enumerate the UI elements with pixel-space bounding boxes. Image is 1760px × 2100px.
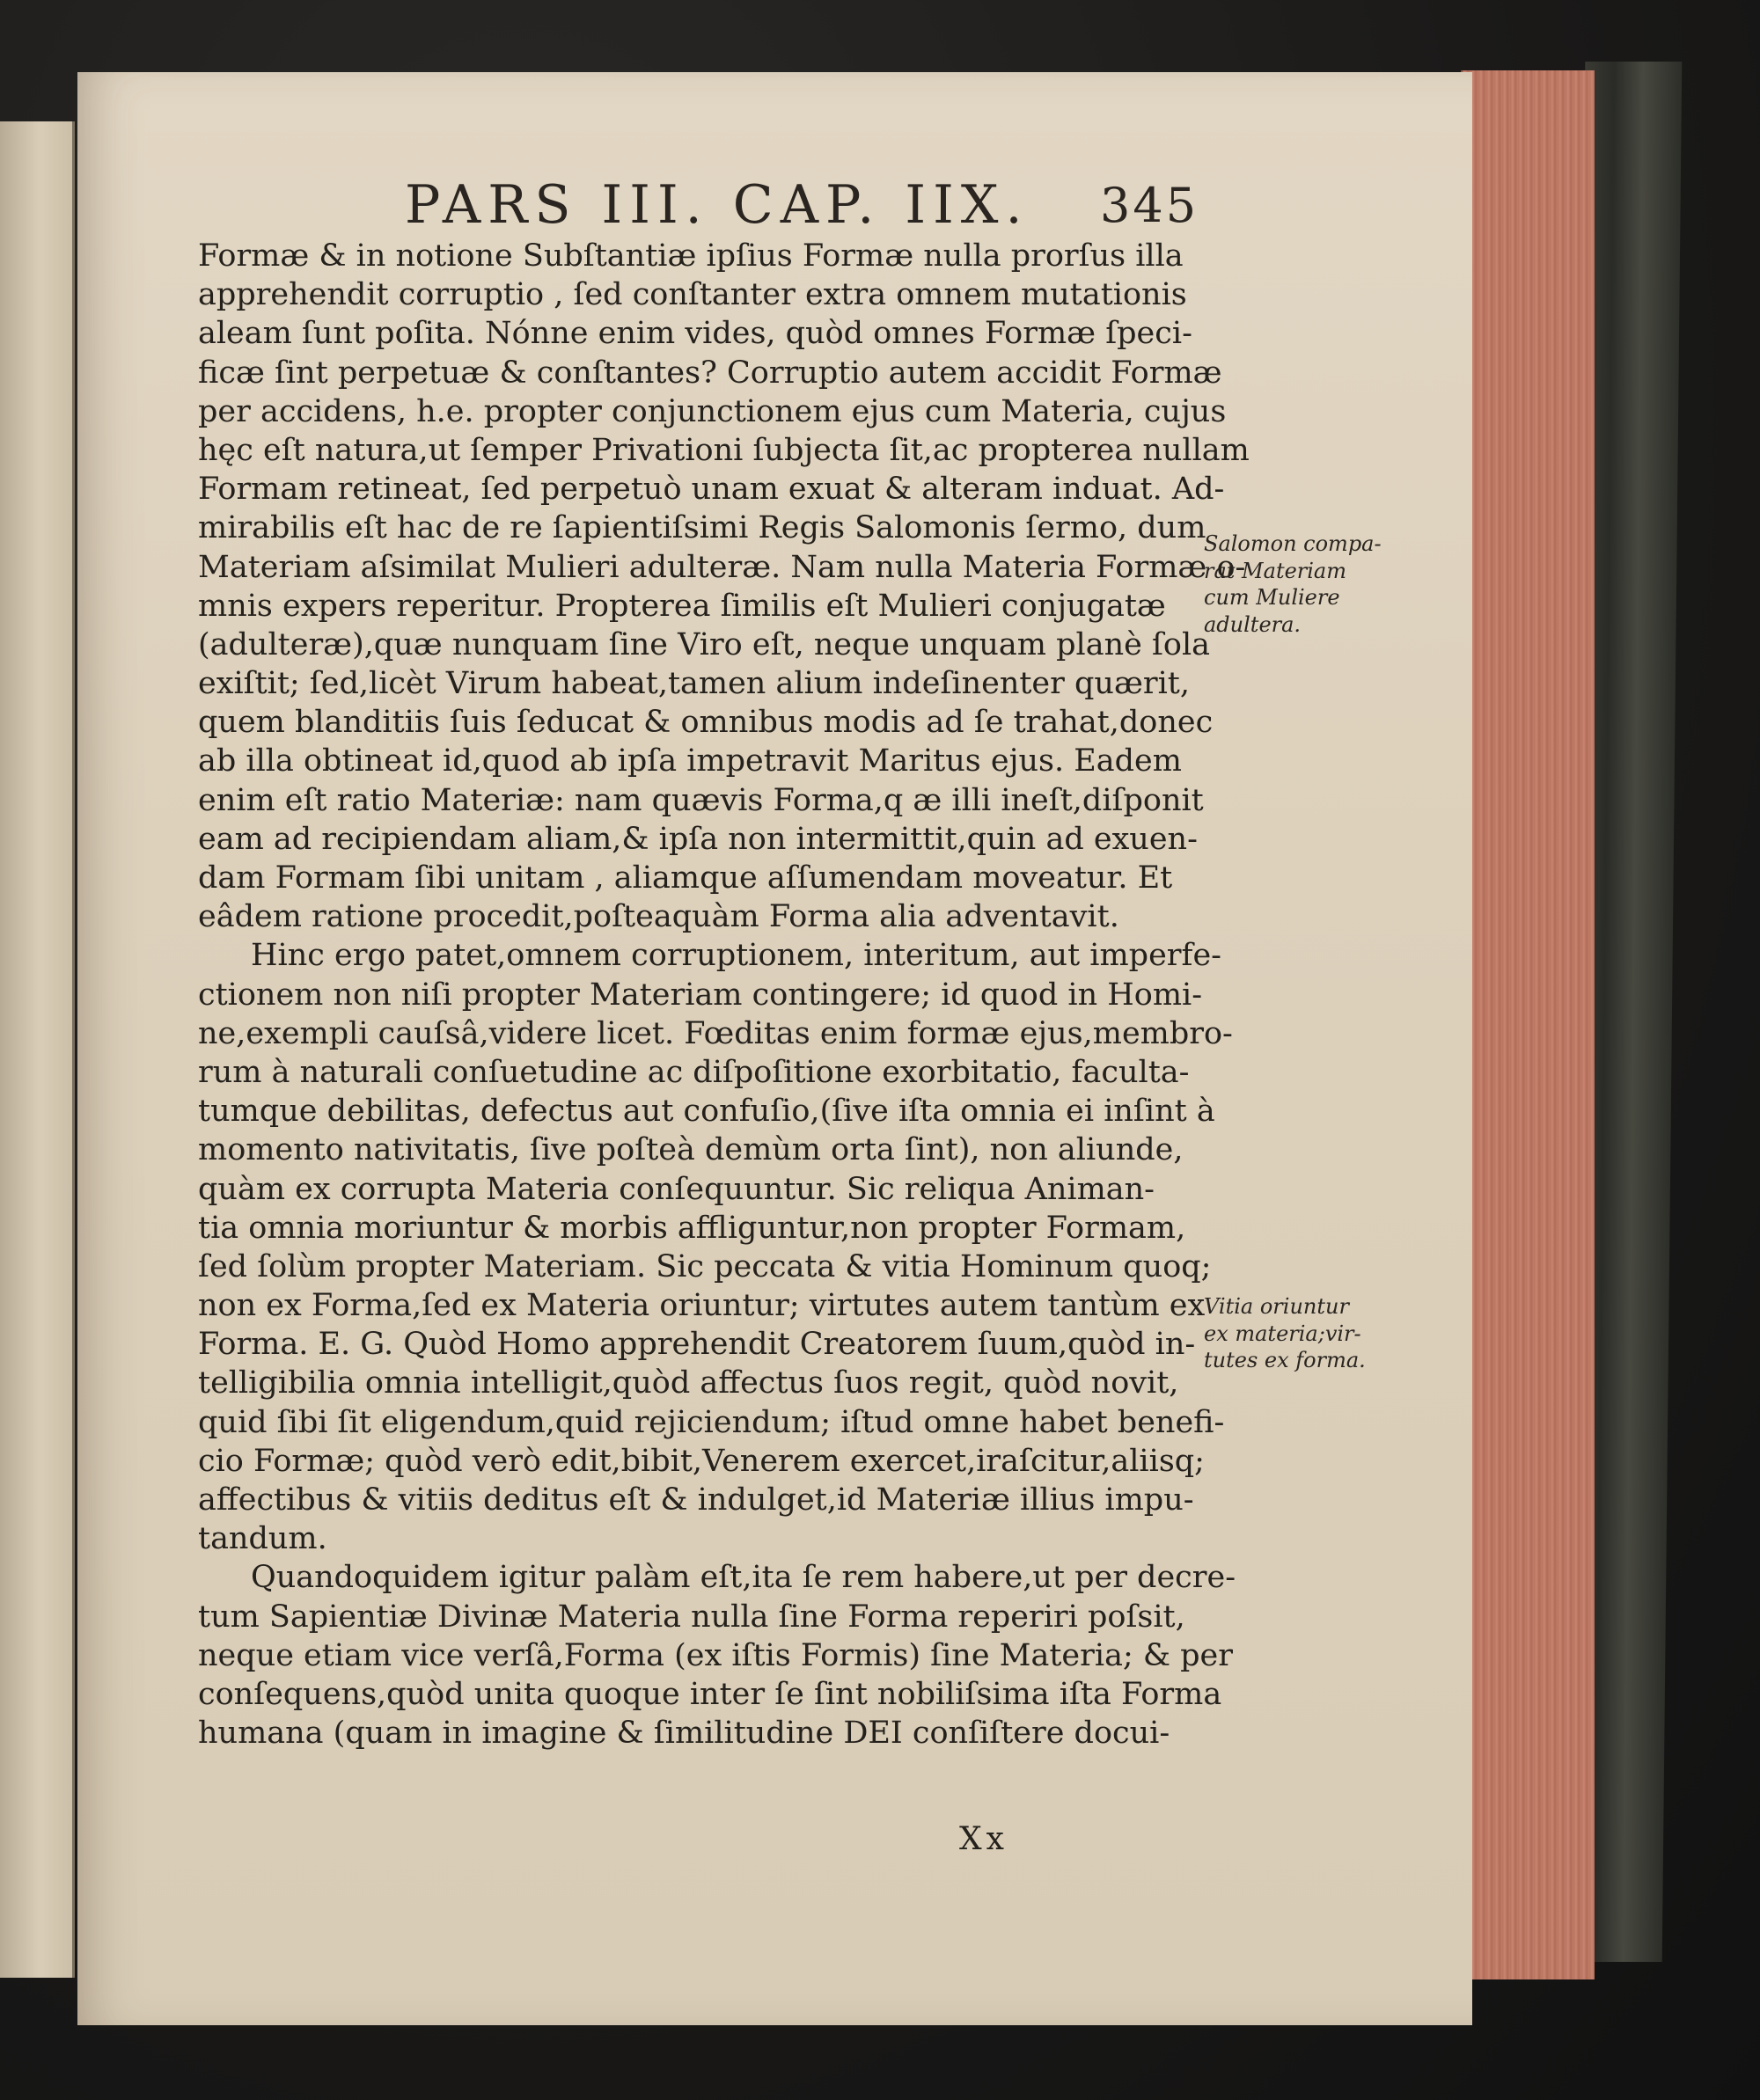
text-line: cio Formæ; quòd verò edit,bibit,Venerem exercet,iraſcitur,aliisq;	[198, 1443, 1205, 1479]
text-line: quàm ex corrupta Materia conſequuntur. Sic reliqua Animan-	[198, 1171, 1155, 1207]
marginal-line: cum Muliere	[1204, 585, 1340, 611]
text-line: non ex Forma,ſed ex Materia oriuntur; virtutes autem tantùm ex	[198, 1288, 1206, 1324]
text-line: exiſtit; ſed,licèt Virum habeat,tamen alium indeſinenter quærit,	[198, 666, 1190, 702]
text-line: Formam retineat, ſed perpetuò unam exuat & alteram induat. Ad-	[198, 472, 1225, 508]
text-line: Materiam aſsimilat Mulieri adulteræ. Nam nulla Materia Formæ o-	[198, 549, 1246, 585]
text-line: eâdem ratione procedit,poſteaquàm Forma alia adventavit.	[198, 899, 1119, 935]
text-line: rum à naturali conſuetudine ac diſpoſitione exorbitatio, faculta-	[198, 1054, 1190, 1090]
text-line: Forma. E. G. Quòd Homo apprehendit Creatorem ſuum,quòd in-	[198, 1327, 1196, 1363]
running-head	[405, 174, 1197, 236]
text-line: Formæ & in notione Subſtantiæ ipſius Formæ nulla prorſus illa	[198, 238, 1184, 274]
page-number: 345	[1100, 178, 1199, 233]
text-line: quid ſibi ſit eligendum,quid rejiciendum; iſtud omne habet benefi-	[198, 1404, 1225, 1440]
text-line: quem blanditiis ſuis ſeducat & omnibus modis ad ſe trahat,donec	[198, 705, 1214, 741]
text-line: mirabilis eſt hac de re ſapientiſsimi Regis Salomonis ſermo, dum	[198, 510, 1206, 546]
text-line: eam ad recipiendam aliam,& ipſa non intermittit,quin ad exuen-	[198, 821, 1198, 857]
text-line: tum Sapientiæ Divinæ Materia nulla ſine Forma reperiri poſsit,	[198, 1599, 1185, 1635]
text-line: hęc eſt natura,ut ſemper Privationi ſubjecta ſit,ac propterea nullam	[198, 432, 1250, 468]
text-line: momento nativitatis, ſive poſteà demùm orta ſint), non aliunde,	[198, 1132, 1184, 1168]
text-line: ne,exempli cauſsâ,videre licet. Fœditas enim formæ ejus,membro-	[198, 1015, 1233, 1051]
text-line: tumque debilitas, defectus aut confuſio,(ſive iſta omnia ei inſint à	[198, 1094, 1215, 1130]
catchword-signature: Xx	[959, 1821, 1008, 1857]
text-line: telligibilia omnia intelligit,quòd affectus ſuos regit, quòd novit,	[198, 1365, 1179, 1401]
text-line: conſequens,quòd unita quoque inter ſe ſint nobiliſsima iſta Forma	[198, 1676, 1222, 1712]
text-line: (adulteræ),quæ nunquam ſine Viro eſt, neque unquam planè ſola	[198, 626, 1211, 662]
marginal-note-salomon	[1204, 530, 1389, 639]
text-line: ſed ſolùm propter Materiam. Sic peccata & vitia Hominum quoq;	[198, 1248, 1212, 1284]
text-line: ficæ ſint perpetuæ & conſtantes? Corruptio autem accidit Formæ	[198, 355, 1222, 391]
marginal-line: tutes ex forma.	[1204, 1348, 1366, 1373]
text-line: aleam ſunt poſita. Nónne enim vides, quòd omnes Formæ ſpeci-	[198, 316, 1192, 352]
text-line: Hinc ergo patet,omnem corruptionem, interitum, aut imperfe-	[251, 938, 1222, 974]
marginal-note-vitia	[1204, 1293, 1389, 1374]
text-line: ctionem non niſi propter Materiam contingere; id quod in Homi-	[198, 977, 1203, 1013]
body-text	[198, 238, 1250, 1753]
marginal-line: Salomon compa-	[1204, 531, 1382, 556]
page-block-edge	[1461, 70, 1595, 1979]
text-line: Quandoquidem igitur palàm eſt,ita ſe rem habere,ut per decre-	[251, 1560, 1236, 1596]
text-line: ab illa obtineat id,quod ab ipſa impetravit Maritus ejus. Eadem	[198, 743, 1182, 779]
running-title: PARS III. CAP. IIX.	[405, 174, 1030, 236]
text-line: tia omnia moriuntur & morbis affliguntur,non propter Formam,	[198, 1210, 1186, 1246]
marginal-line: ex materia;vir-	[1204, 1321, 1361, 1346]
text-line: neque etiam vice verſâ,Forma (ex iſtis Formis) ſine Materia; & per	[198, 1637, 1233, 1673]
marginal-line: rat Materiam	[1204, 558, 1346, 583]
text-line: tandum.	[198, 1521, 327, 1557]
text-line: affectibus & vitiis deditus eſt & indulget,id Materiæ illius impu-	[198, 1482, 1194, 1518]
text-line: enim eſt ratio Materiæ: nam quævis Forma,q æ illi ineſt,diſponit	[198, 782, 1204, 818]
text-line: humana (quam in imagine & ſimilitudine DEI conſiſtere docui-	[198, 1716, 1170, 1752]
text-line: per accidens, h.e. propter conjunctionem ejus cum Materia, cujus	[198, 393, 1227, 429]
marginal-line: Vitia oriuntur	[1204, 1294, 1349, 1319]
text-line: dam Formam ſibi unitam , aliamque aſſumendam moveatur. Et	[198, 860, 1173, 896]
facing-page-edge	[0, 121, 75, 1978]
marginal-line: adultera.	[1204, 612, 1302, 638]
text-line: mnis expers reperitur. Propterea ſimilis eſt Mulieri conjugatæ	[198, 588, 1166, 624]
text-line: apprehendit corruptio , ſed conſtanter extra omnem mutationis	[198, 277, 1187, 313]
